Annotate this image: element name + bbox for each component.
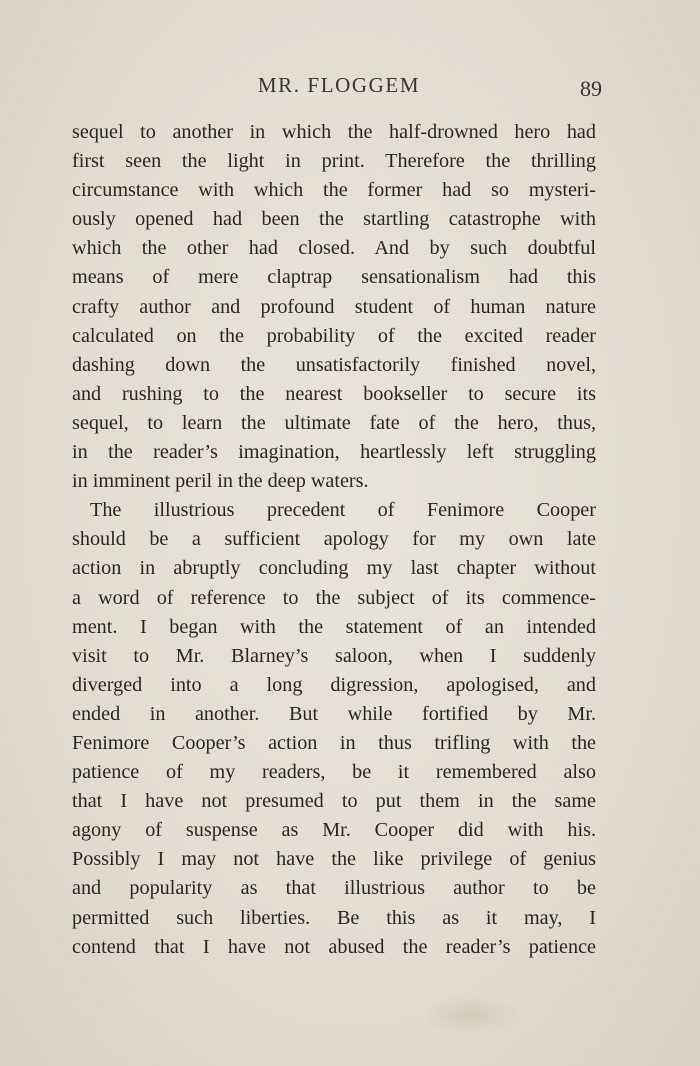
text-line: crafty author and profound student of human nature bbox=[72, 295, 596, 318]
text-line: sequel, to learn the ultimate fate of the hero, thus, bbox=[72, 411, 596, 434]
text-line: contend that I have not abused the reader’s patience bbox=[72, 935, 596, 958]
text-line: should be a sufficient apology for my own late bbox=[72, 528, 596, 551]
text-line: ment. I began with the statement of an intended bbox=[72, 615, 596, 638]
text-line: diverged into a long digression, apologised, and bbox=[72, 673, 596, 696]
text-line: visit to Mr. Blarney’s saloon, when I suddenly bbox=[72, 644, 596, 667]
text-line: means of mere claptrap sensationalism had this bbox=[72, 266, 596, 289]
page-number: 89 bbox=[580, 76, 602, 101]
text-line: sequel to another in which the half-drowned hero had bbox=[72, 121, 596, 143]
running-head: MR. FLOGGEM bbox=[257, 73, 421, 97]
text-line: calculated on the probability of the excited reader bbox=[72, 324, 596, 347]
text-line: permitted such liberties. Be this as it may, I bbox=[72, 906, 596, 929]
text-line: a word of reference to the subject of its commence- bbox=[72, 586, 596, 609]
page-header bbox=[74, 70, 604, 104]
text-line: in imminent peril in the deep waters. bbox=[72, 470, 369, 493]
text-line: in the reader’s imagination, heartlessly left struggling bbox=[72, 441, 596, 464]
text-line: Fenimore Cooper’s action in thus trifling with the bbox=[72, 731, 596, 754]
body-text bbox=[72, 118, 596, 962]
text-line: which the other had closed. And by such doubtful bbox=[72, 237, 596, 260]
text-line: ended in another. But while fortified by Mr. bbox=[72, 702, 596, 725]
text-line: first seen the light in print. Therefore the thrilling bbox=[72, 150, 596, 173]
text-line: Possibly I may not have the like privilege of genius bbox=[72, 848, 596, 871]
text-line: ously opened had been the startling catastrophe with bbox=[72, 208, 596, 231]
text-line: and rushing to the nearest bookseller to secure its bbox=[72, 382, 596, 405]
text-line: patience of my readers, be it remembered also bbox=[72, 761, 596, 784]
text-line: agony of suspense as Mr. Cooper did with his. bbox=[72, 819, 596, 842]
text-line: dashing down the unsatisfactorily finished novel, bbox=[72, 353, 596, 376]
paragraph-first-line: The illustrious precedent of Fenimore Cooper bbox=[90, 499, 596, 522]
paper-stain bbox=[420, 995, 520, 1035]
text-line: that I have not presumed to put them in the same bbox=[72, 790, 596, 813]
text-line: action in abruptly concluding my last chapter without bbox=[72, 557, 596, 580]
text-line: circumstance with which the former had so mysteri- bbox=[72, 179, 596, 202]
text-line: and popularity as that illustrious author to be bbox=[72, 877, 596, 900]
